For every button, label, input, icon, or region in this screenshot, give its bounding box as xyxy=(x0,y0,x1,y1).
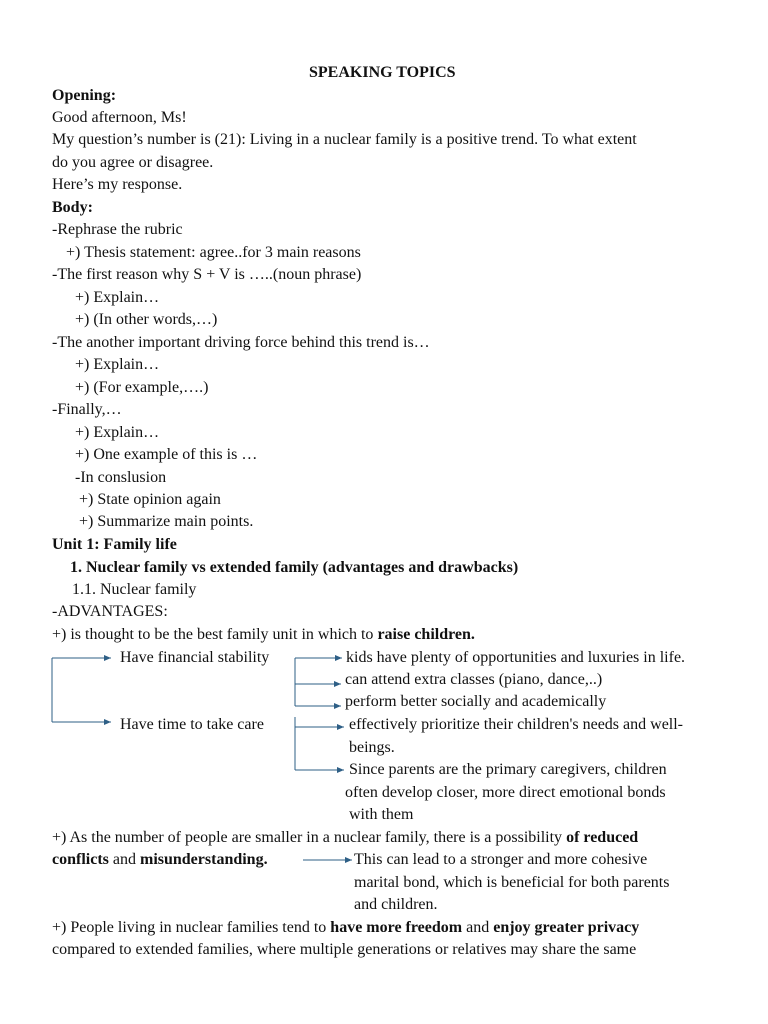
advantage-3-text: +) People living in nuclear families tend to xyxy=(52,919,331,936)
body-line: -Rephrase the rubric xyxy=(52,221,183,238)
question-line-1: My question’s number is (21): Living in a nuclear family is a positive trend. To what extent xyxy=(52,131,637,148)
financial-item: can attend extra classes (piano, dance,..) xyxy=(345,671,603,688)
advantage-2-text: +) As the number of people are smaller in a nuclear family, there is a possibility xyxy=(52,829,567,846)
body-line: +) Explain… xyxy=(75,356,160,373)
opening-heading: Opening: xyxy=(52,87,117,104)
advantage-2-emphasis: misunderstanding. xyxy=(139,851,268,868)
advantage-2-result: This can lead to a stronger and more cohesive xyxy=(354,851,648,868)
response-line: Here’s my response. xyxy=(52,176,183,193)
body-line: +) (For example,….) xyxy=(75,379,209,396)
page-title: SPEAKING TOPICS xyxy=(309,64,456,81)
body-line: +) Explain… xyxy=(75,424,160,441)
branch-time-to-care: Have time to take care xyxy=(120,716,264,733)
body-line: +) Explain… xyxy=(75,289,160,306)
advantage-2-result: marital bond, which is beneficial for both parents xyxy=(354,874,670,891)
care-item-2-line: often develop closer, more direct emotional bonds xyxy=(345,784,666,801)
body-line: +) One example of this is … xyxy=(75,446,258,463)
advantage-3-text: and xyxy=(462,919,494,936)
subsection-heading: 1.1. Nuclear family xyxy=(72,581,197,598)
care-item-2-line: Since parents are the primary caregivers, children xyxy=(349,761,667,778)
body-line: +) State opinion again xyxy=(79,491,221,508)
advantage-1 xyxy=(52,625,475,645)
body-heading: Body: xyxy=(52,199,93,216)
advantage-3-emphasis: have more freedom xyxy=(330,919,463,936)
financial-item: kids have plenty of opportunities and luxuries in life. xyxy=(346,649,686,666)
unit-heading: Unit 1: Family life xyxy=(52,536,177,553)
advantage-2-line-1 xyxy=(52,828,638,848)
financial-item: perform better socially and academically xyxy=(345,693,607,710)
care-item-2-line: with them xyxy=(349,806,414,823)
body-line: +) Thesis statement: agree..for 3 main reasons xyxy=(66,244,361,261)
advantage-2-emphasis: conflicts xyxy=(52,851,109,868)
advantage-3-emphasis: enjoy greater privacy xyxy=(493,919,640,936)
advantage-1-text: +) is thought to be the best family unit in which to xyxy=(52,626,378,643)
question-line-2: do you agree or disagree. xyxy=(52,154,214,171)
care-item-1-line: beings. xyxy=(349,739,395,756)
body-line: -The another important driving force behind this trend is… xyxy=(52,334,430,351)
body-line: -In conslusion xyxy=(75,469,167,486)
opening-greeting: Good afternoon, Ms! xyxy=(52,109,187,126)
body-line: +) (In other words,…) xyxy=(75,311,218,328)
advantage-1-emphasis: raise children. xyxy=(377,626,475,643)
advantage-3-line-1 xyxy=(52,918,639,938)
advantage-2-result: and children. xyxy=(354,896,438,913)
advantage-2-line-2 xyxy=(52,850,268,870)
branch-financial-stability: Have financial stability xyxy=(120,649,270,666)
advantages-label: -ADVANTAGES: xyxy=(52,603,168,620)
care-item-1-line: effectively prioritize their children's needs and well- xyxy=(349,716,684,733)
body-line: +) Summarize main points. xyxy=(79,513,254,530)
body-line: -The first reason why S + V is …..(noun phrase) xyxy=(52,266,362,283)
advantage-2-text: and xyxy=(108,851,140,868)
advantage-3-line-2: compared to extended families, where multiple generations or relatives may share the same xyxy=(52,941,637,958)
body-line: -Finally,… xyxy=(52,401,122,418)
section-heading: 1. Nuclear family vs extended family (advantages and drawbacks) xyxy=(70,559,519,576)
advantage-2-emphasis: of reduced xyxy=(566,829,639,846)
